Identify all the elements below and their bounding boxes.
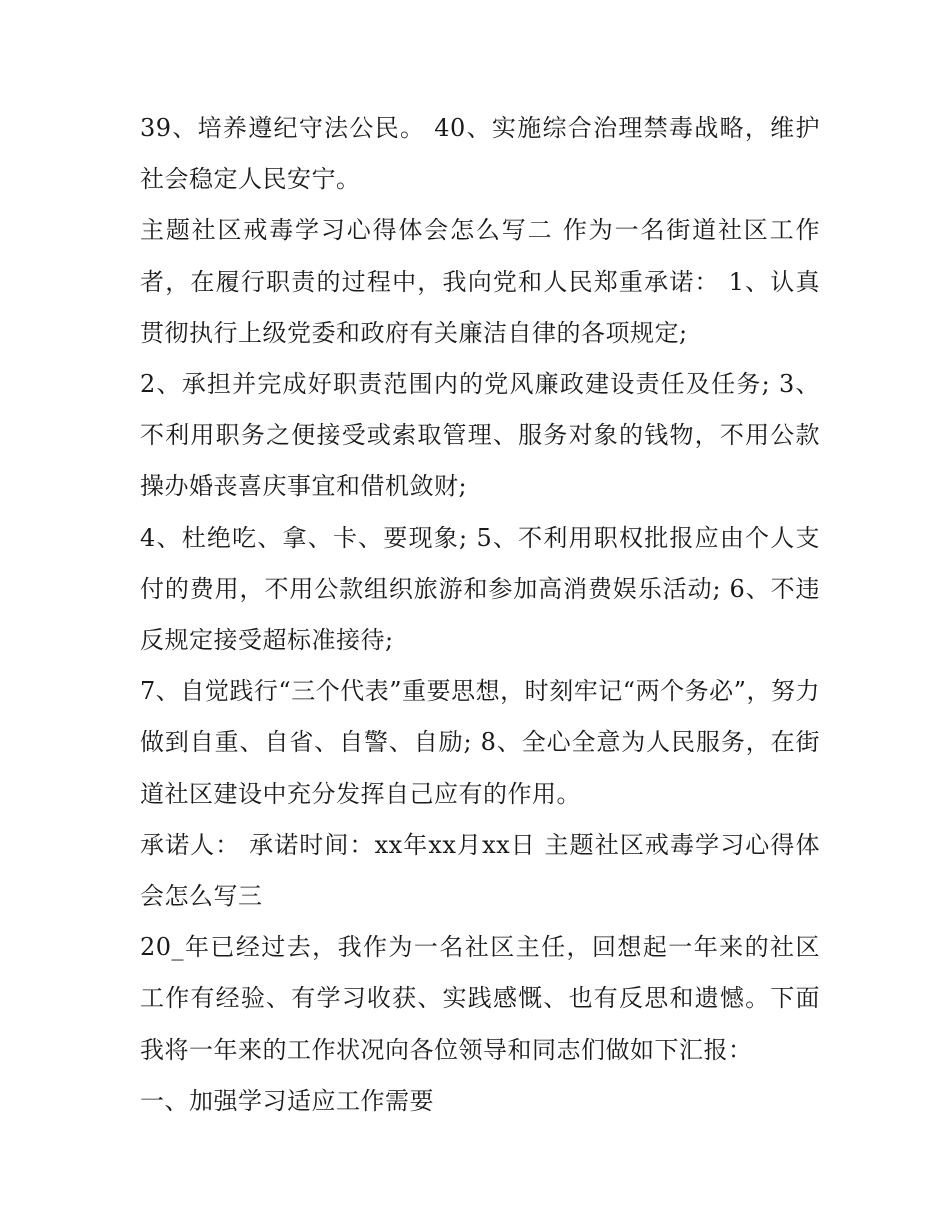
paragraph-6: 承诺人： 承诺时间：xx年xx月xx日 主题社区戒毒学习心得体会怎么写三 xyxy=(140,830,820,911)
paragraph-7: 20_年已经过去，我作为一名社区主任，回想起一年来的社区工作有经验、有学习收获、实践感慨、也有反思和遗憾。下面我将一年来的工作状况向各位领导和同志们做如下汇报： xyxy=(140,933,820,1064)
paragraph-1: 39、培养遵纪守法公民。 40、实施综合治理禁毒战略，维护社会稳定人民安宁。 xyxy=(140,114,820,194)
paragraph-3: 2、承担并完成好职责范围内的党风廉政建设责任及任务; 3、不利用职务之便接受或索取管理、服务对象的钱物，不用公款操办婚丧喜庆事宜和借机敛财; xyxy=(140,370,820,501)
paragraph-2: 主题社区戒毒学习心得体会怎么写二 作为一名街道社区工作者，在履行职责的过程中，我向党和人民郑重承诺： 1、认真贯彻执行上级党委和政府有关廉洁自律的各项规定; xyxy=(140,216,820,347)
paragraph-4: 4、杜绝吃、拿、卡、要现象; 5、不利用职权批报应由个人支付的费用，不用公款组织旅游和参加高消费娱乐活动; 6、不违反规定接受超标准接待; xyxy=(140,523,820,655)
paragraph-5: 7、自觉践行“三个代表”重要思想，时刻牢记“两个务必”，努力做到自重、自省、自警、自励; 8、全心全意为人民服务，在街道社区建设中充分发挥自己应有的作用。 xyxy=(140,677,820,808)
document-body xyxy=(140,103,820,1127)
paragraph-8: 一、加强学习适应工作需要 xyxy=(140,1086,434,1115)
